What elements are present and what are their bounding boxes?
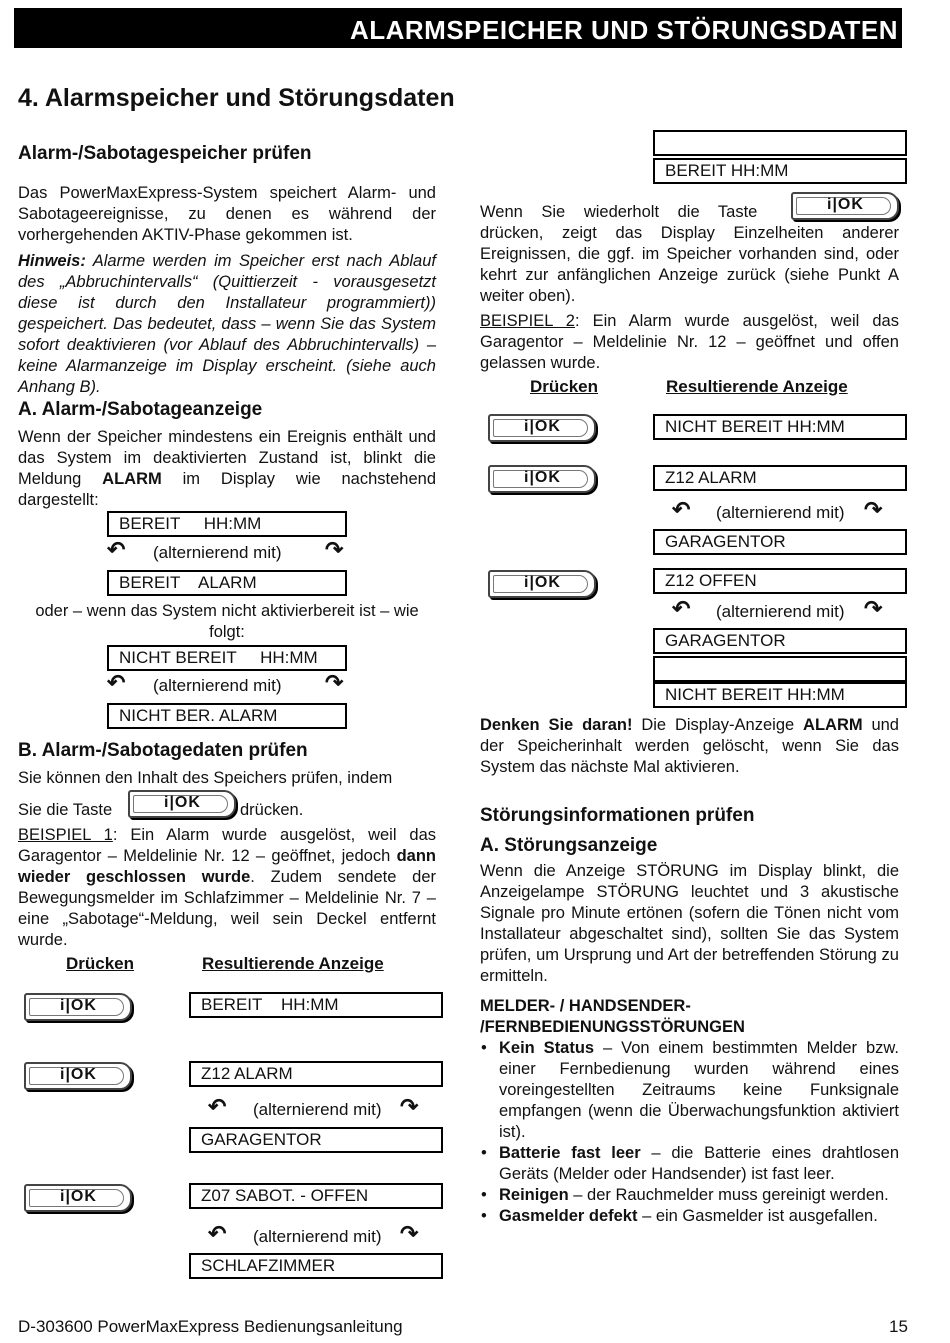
beispiel2-text: : Ein Alarm wurde ausgelöst, weil das Garagentor – Meldelinie Nr. 12 – geöffnet und offen gelassen wurde.	[480, 312, 899, 372]
info-ok-key-label: i|OK	[827, 196, 864, 213]
anzeige-bold: ALARM	[102, 470, 162, 488]
daten-text-1: Sie können den Inhalt des Speichers prüfen, indem	[18, 769, 393, 787]
col-druecken: Drücken	[66, 954, 135, 973]
alt-label: (alternierend mit)	[716, 503, 845, 522]
anzeige-paragraph	[18, 427, 436, 511]
lcd-nicht-ber-alarm: NICHT BER. ALARM	[107, 703, 347, 729]
oder-text: oder – wenn das System nicht aktivierbereit ist – wie folgt:	[35, 602, 419, 641]
denken-text-1: Die Display-Anzeige	[632, 716, 804, 734]
lcd-bereit-alarm: BEREIT ALARM	[107, 570, 347, 596]
lcd-t2-row3d: NICHT BEREIT HH:MM	[653, 682, 907, 708]
rotate-left-icon: ↶	[107, 537, 126, 562]
section-title: 4. Alarmspeicher und Störungsdaten	[18, 84, 455, 112]
hinweis-text: Alarme werden im Speicher erst nach Ablauf des „Abbruchintervalls“ (Quittierzeit - vorausgesetzt diese ist durch den Installateur programmiert)) gespeichert. Das bedeutet, dass – wenn Sie das System sofort deaktivieren (vor Ablauf des Abbruchintervalls) – keine Alarmanzeige im Display erscheint. (siehe auch Anhang B).	[18, 252, 436, 396]
list-item	[481, 1185, 899, 1206]
alt-label: (alternierend mit)	[253, 1227, 382, 1246]
lcd-t2-row1: NICHT BEREIT HH:MM	[653, 414, 907, 440]
info-ok-key[interactable]	[24, 993, 132, 1021]
bullet-text: – Von einem bestimmten Melder bzw. einer Fernbedienung wurden während eines voreingestellten Zeitraums keine Funksignale empfangen (wenn die Überwachungsfunktion aktiviert ist).	[499, 1039, 899, 1141]
rotate-left-icon: ↶	[672, 497, 691, 522]
lcd-top-blank	[653, 130, 907, 156]
bullet-bold: Batterie fast leer	[499, 1144, 641, 1162]
denken-text-2: und der Speicherinhalt werden gelöscht, wenn Sie das System das nächste Mal aktivieren.	[480, 716, 899, 776]
daten-text-3: drücken.	[240, 801, 304, 819]
bullet-text: – die Batterie eines drahtlosen Geräts (Melder oder Handsender) ist fast leer.	[499, 1144, 899, 1183]
alt-label: (alternierend mit)	[716, 602, 845, 621]
lcd-t1-row1: BEREIT HH:MM	[189, 992, 443, 1018]
stoerung-paragraph: Wenn die Anzeige STÖRUNG im Display blinkt, die Anzeigelampe STÖRUNG leuchtet und 3 akustische Signale pro Minute ertönen (sofern die Tönen nicht vom Installateur abgeschaltet sind), sollten Sie das System prüfen, um Ursprung und Art der betreffenden Störung zu ermitteln.	[480, 862, 899, 985]
beispiel1-text-2: . Zudem sendete der Bewegungsmelder im Schlafzimmer – Meldelinie Nr. 7 – eine „Sabotage“-Meldung, weil sein Deckel entfernt wurde.	[18, 868, 436, 949]
heading-anzeige: A. Alarm-/Sabotageanzeige	[18, 399, 263, 420]
info-ok-key-label: i|OK	[164, 794, 201, 811]
header-title: ALARMSPEICHER UND STÖRUNGSDATEN	[349, 15, 898, 45]
stoerung-bullet-list	[481, 1038, 899, 1227]
lcd-t2-row3b: GARAGENTOR	[653, 628, 907, 654]
heading-stoerung-a: A. Störungsanzeige	[480, 835, 658, 856]
bullet-bold: Reinigen	[499, 1186, 569, 1204]
alt-label: (alternierend mit)	[153, 676, 282, 695]
alt-label: (alternierend mit)	[253, 1100, 382, 1119]
denken-paragraph	[480, 715, 899, 778]
info-ok-key-label: i|OK	[60, 1188, 97, 1205]
bullet-text: – ein Gasmelder ist ausgefallen.	[637, 1207, 878, 1225]
denken-bold-2: ALARM	[803, 716, 863, 734]
lcd-t2-row2b: GARAGENTOR	[653, 529, 907, 555]
rotate-left-icon: ↶	[672, 596, 691, 621]
info-ok-key[interactable]	[488, 570, 596, 598]
col-anzeige: Resultierende Anzeige	[666, 377, 848, 396]
info-ok-key-label: i|OK	[524, 418, 561, 435]
header-bar	[14, 8, 902, 48]
lcd-t1-row2b: GARAGENTOR	[189, 1127, 443, 1153]
wieder-text-1: Wenn Sie wiederholt die Taste	[480, 203, 758, 221]
footer-doc: D-303600 PowerMaxExpress Bedienungsanleitung	[18, 1317, 403, 1336]
wieder-text-2: drücken, zeigt das Display Einzelheiten anderer Ereignissen, die ggf. im Speicher vorhanden sind, oder kehrt zur anfänglichen Anzeige zurück (siehe Punkt A weiter oben).	[480, 224, 899, 305]
info-ok-key[interactable]	[488, 414, 596, 442]
lcd-t1-row3a: Z07 SABOT. - OFFEN	[189, 1183, 443, 1209]
info-ok-key[interactable]	[24, 1184, 132, 1212]
heading-daten: B. Alarm-/Sabotagedaten prüfen	[18, 740, 308, 761]
beispiel2-paragraph	[480, 311, 899, 374]
denken-bold: Denken Sie daran!	[480, 716, 633, 734]
lcd-t2-row3c	[653, 656, 907, 682]
hinweis-paragraph	[18, 251, 436, 398]
hinweis-label: Hinweis:	[18, 252, 86, 270]
col-druecken: Drücken	[530, 377, 599, 396]
list-item	[481, 1143, 899, 1185]
footer-page-number: 15	[889, 1317, 908, 1336]
lcd-t2-row3a: Z12 OFFEN	[653, 568, 907, 594]
list-item	[481, 1038, 899, 1143]
daten-text-2: Sie die Taste	[18, 801, 113, 819]
alt-label: (alternierend mit)	[153, 543, 282, 562]
info-ok-key[interactable]	[128, 790, 236, 818]
col-anzeige: Resultierende Anzeige	[202, 954, 384, 973]
melder-heading	[480, 996, 745, 1038]
heading-alarm-pruefen: Alarm-/Sabotagespeicher prüfen	[18, 143, 312, 164]
rotate-right-icon: ↷	[325, 537, 344, 562]
info-ok-key[interactable]	[24, 1062, 132, 1090]
beispiel2-label: BEISPIEL 2	[480, 312, 575, 330]
rotate-right-icon: ↷	[325, 670, 344, 695]
lcd-t1-row2a: Z12 ALARM	[189, 1061, 443, 1087]
rotate-left-icon: ↶	[208, 1094, 227, 1119]
rotate-right-icon: ↷	[400, 1094, 419, 1119]
beispiel1-text-1: : Ein Alarm wurde ausgelöst, weil das Garagentor – Meldelinie Nr. 12 – geöffnet, jedoch	[18, 826, 436, 865]
lcd-t2-row2a: Z12 ALARM	[653, 465, 907, 491]
rotate-right-icon: ↷	[864, 497, 883, 522]
rotate-left-icon: ↶	[208, 1221, 227, 1246]
lcd-t1-row3b: SCHLAFZIMMER	[189, 1253, 443, 1279]
bullet-bold: Kein Status	[499, 1039, 595, 1057]
melder-heading-1: MELDER- / HANDSENDER-	[480, 997, 691, 1015]
intro-paragraph: Das PowerMaxExpress-System speichert Alarm- und Sabotageereignisse, zu denen es während der vorhergehenden AKTIV-Phase gekommen ist.	[18, 184, 436, 244]
lcd-nicht-bereit-time: NICHT BEREIT HH:MM	[107, 645, 347, 671]
info-ok-key[interactable]	[791, 192, 899, 220]
anzeige-text-2: im Display wie nachstehend dargestellt:	[18, 470, 436, 509]
info-ok-key[interactable]	[488, 465, 596, 493]
info-ok-key-label: i|OK	[524, 574, 561, 591]
anzeige-text-1: Wenn der Speicher mindestens ein Ereignis enthält und das System im deaktivierten Zustand ist, blinkt die Meldung	[18, 428, 436, 488]
beispiel1-paragraph	[18, 825, 436, 951]
info-ok-key-label: i|OK	[60, 1066, 97, 1083]
list-item	[481, 1206, 899, 1227]
bullet-text: – der Rauchmelder muss gereinigt werden.	[568, 1186, 889, 1204]
beispiel1-label: BEISPIEL 1	[18, 826, 113, 844]
lcd-top-bereit: BEREIT HH:MM	[653, 158, 907, 184]
rotate-right-icon: ↷	[400, 1221, 419, 1246]
rotate-left-icon: ↶	[107, 670, 126, 695]
rotate-right-icon: ↷	[864, 596, 883, 621]
bullet-bold: Gasmelder defekt	[499, 1207, 638, 1225]
info-ok-key-label: i|OK	[60, 997, 97, 1014]
heading-stoerung: Störungsinformationen prüfen	[480, 805, 755, 826]
info-ok-key-label: i|OK	[524, 469, 561, 486]
melder-heading-2: /FERNBEDIENUNGSSTÖRUNGEN	[480, 1018, 745, 1036]
lcd-bereit-time: BEREIT HH:MM	[107, 511, 347, 537]
beispiel1-bold: dann wieder geschlossen wurde	[18, 847, 436, 886]
